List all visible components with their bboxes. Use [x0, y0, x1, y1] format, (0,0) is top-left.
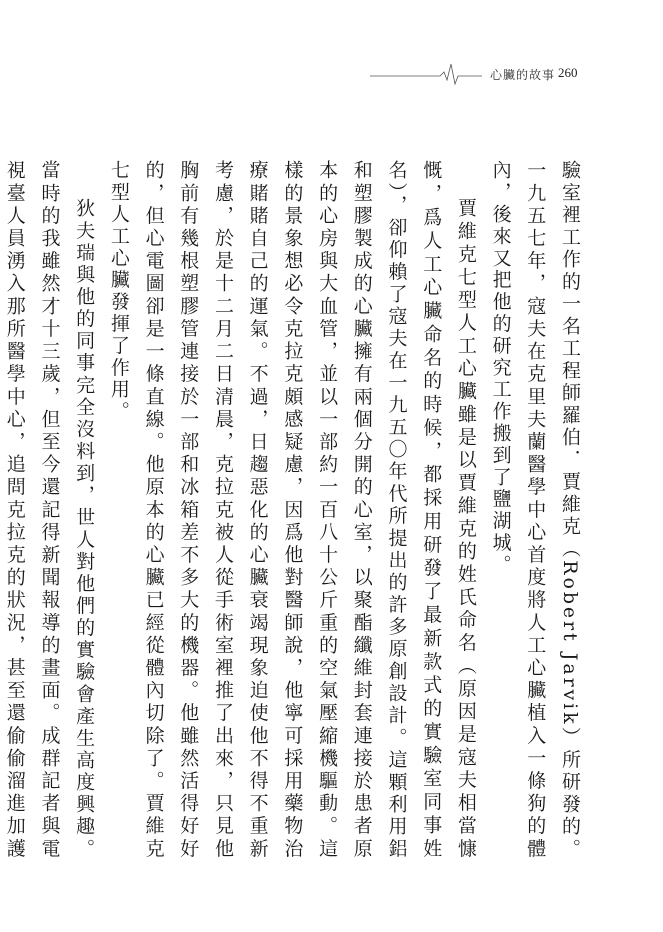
paragraph-3: 狄夫瑞與他的同事完全沒料到，世人對他們的實驗會產生高度興趣。當時的我雖然才十三歲，但至今還記得新聞報導的畫面。成群記者與電視臺人員湧入那所醫學中心，追問克拉克的狀況，甚至還偷偷溜進加護 — [3, 160, 96, 860]
page-number: 260 — [558, 65, 578, 80]
paragraph-2: 賈維克七型人工心臟雖是以賈維克的姓氏命名（原因是寇夫相當慷慨，爲人工心臟命名的時候，都採用研發了最新款式的實驗室同事姓名），卻仰賴了寇夫在一九五〇年代所提出的許多原創設計。這顆利用鋁和塑膠製成的心臟擁有兩個分開的心室，以聚酯纖維封套連接於患者原本的心房與大血管，並以一部約一百八十公斤重的空氣壓縮機驅動。這樣的景象想必令克拉克頗感疑慮，因爲他對醫師說，他寧可採用藥物治療賭賭自己的運氣。不過，日趨惡化的心臟衰竭現象迫使他不得不重新考慮，於是十二月二日清晨，克拉克被人從手術室裡推了出來，只見他胸前有幾根塑膠管連接於一部和冰箱差不多大的機器。他雖然活得好好的，但心電圖卻是一條直線。他原本的心臟已經從體內切除了。賈維克七型人工心臟發揮了作用。 — [107, 160, 477, 860]
book-title: 心臟的故事 — [490, 68, 556, 82]
heartbeat-line-icon — [370, 62, 482, 86]
running-header — [370, 62, 610, 86]
paragraph-1: 驗室裡工作的一名工程師羅伯．賈維克（Robert Jarvik）所研發的。一九五七年，寇夫在克里夫蘭醫學中心首度將人工心臟植入一條狗的體內，後來又把他的研究工作搬到了鹽湖城。 — [489, 160, 581, 860]
body-text — [3, 160, 587, 860]
